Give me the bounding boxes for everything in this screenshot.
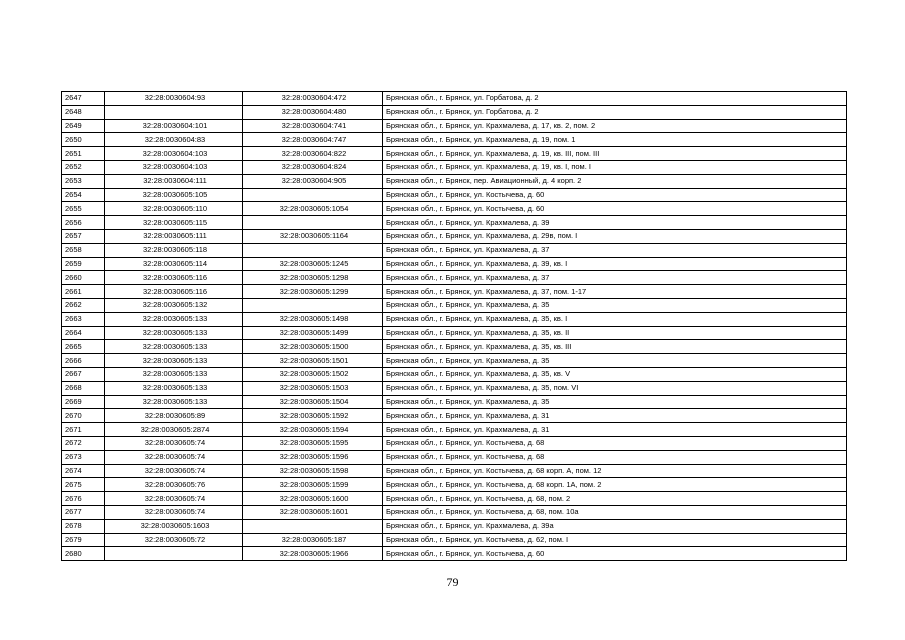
table-row (62, 298, 847, 312)
row-number-cell: 2662 (62, 298, 105, 312)
object-number-cell: 32:28:0030604:822 (243, 147, 383, 161)
address-cell: Брянская обл., г. Брянск, ул. Крахмалева, д. 35, пом. VI (383, 381, 847, 395)
object-number-cell: 32:28:0030605:1504 (243, 395, 383, 409)
table-row (62, 354, 847, 368)
table-row (62, 188, 847, 202)
object-number-cell: 32:28:0030605:1596 (243, 450, 383, 464)
cadastral-number-cell: 32:28:0030605:2874 (105, 423, 243, 437)
object-number-cell: 32:28:0030604:824 (243, 160, 383, 174)
cadastral-number-cell: 32:28:0030605:115 (105, 216, 243, 230)
row-number-cell: 2667 (62, 367, 105, 381)
table-row (62, 257, 847, 271)
row-number-cell: 2664 (62, 326, 105, 340)
object-number-cell: 32:28:0030604:747 (243, 133, 383, 147)
table-row (62, 271, 847, 285)
object-number-cell: 32:28:0030605:1498 (243, 312, 383, 326)
row-number-cell: 2660 (62, 271, 105, 285)
object-number-cell (243, 188, 383, 202)
cadastral-number-cell: 32:28:0030605:133 (105, 326, 243, 340)
row-number-cell: 2652 (62, 160, 105, 174)
address-cell: Брянская обл., г. Брянск, ул. Крахмалева, д. 31 (383, 423, 847, 437)
row-number-cell: 2669 (62, 395, 105, 409)
address-cell: Брянская обл., г. Брянск, ул. Крахмалева, д. 19, кв. III, пом. III (383, 147, 847, 161)
cadastral-number-cell: 32:28:0030605:76 (105, 478, 243, 492)
table-row (62, 105, 847, 119)
address-cell: Брянская обл., г. Брянск, ул. Крахмалева, д. 37 (383, 243, 847, 257)
cadastral-number-cell: 32:28:0030605:118 (105, 243, 243, 257)
object-number-cell: 32:28:0030604:741 (243, 119, 383, 133)
object-number-cell: 32:28:0030605:1164 (243, 229, 383, 243)
row-number-cell: 2649 (62, 119, 105, 133)
cadastral-number-cell: 32:28:0030605:133 (105, 340, 243, 354)
row-number-cell: 2653 (62, 174, 105, 188)
row-number-cell: 2654 (62, 188, 105, 202)
table-row (62, 478, 847, 492)
table-row (62, 174, 847, 188)
registry-table-body (62, 92, 847, 561)
table-row (62, 160, 847, 174)
cadastral-number-cell: 32:28:0030604:93 (105, 92, 243, 106)
cadastral-number-cell: 32:28:0030605:133 (105, 367, 243, 381)
row-number-cell: 2656 (62, 216, 105, 230)
address-cell: Брянская обл., г. Брянск, ул. Крахмалева, д. 31 (383, 409, 847, 423)
table-row (62, 409, 847, 423)
object-number-cell (243, 243, 383, 257)
address-cell: Брянская обл., г. Брянск, ул. Горбатова, д. 2 (383, 105, 847, 119)
object-number-cell: 32:28:0030604:905 (243, 174, 383, 188)
table-row (62, 464, 847, 478)
cadastral-number-cell (105, 105, 243, 119)
cadastral-number-cell: 32:28:0030604:111 (105, 174, 243, 188)
address-cell: Брянская обл., г. Брянск, ул. Костычева, д. 60 (383, 202, 847, 216)
cadastral-number-cell: 32:28:0030605:1603 (105, 519, 243, 533)
object-number-cell (243, 519, 383, 533)
row-number-cell: 2670 (62, 409, 105, 423)
object-number-cell: 32:28:0030605:1298 (243, 271, 383, 285)
row-number-cell: 2679 (62, 533, 105, 547)
table-row (62, 147, 847, 161)
row-number-cell: 2648 (62, 105, 105, 119)
address-cell: Брянская обл., г. Брянск, ул. Крахмалева, д. 35, кв. III (383, 340, 847, 354)
object-number-cell: 32:28:0030605:1595 (243, 436, 383, 450)
row-number-cell: 2668 (62, 381, 105, 395)
object-number-cell: 32:28:0030605:1501 (243, 354, 383, 368)
table-row (62, 92, 847, 106)
row-number-cell: 2666 (62, 354, 105, 368)
cadastral-number-cell (105, 547, 243, 561)
row-number-cell: 2661 (62, 285, 105, 299)
cadastral-number-cell: 32:28:0030605:74 (105, 505, 243, 519)
object-number-cell: 32:28:0030605:1966 (243, 547, 383, 561)
address-cell: Брянская обл., г. Брянск, пер. Авиационный, д. 4 корп. 2 (383, 174, 847, 188)
object-number-cell: 32:28:0030605:1592 (243, 409, 383, 423)
object-number-cell: 32:28:0030605:1502 (243, 367, 383, 381)
object-number-cell: 32:28:0030605:1598 (243, 464, 383, 478)
row-number-cell: 2659 (62, 257, 105, 271)
table-row (62, 450, 847, 464)
cadastral-number-cell: 32:28:0030605:133 (105, 312, 243, 326)
object-number-cell: 32:28:0030605:1503 (243, 381, 383, 395)
row-number-cell: 2663 (62, 312, 105, 326)
table-row (62, 119, 847, 133)
object-number-cell (243, 298, 383, 312)
cadastral-number-cell: 32:28:0030604:103 (105, 160, 243, 174)
address-cell: Брянская обл., г. Брянск, ул. Крахмалева, д. 35, кв. V (383, 367, 847, 381)
address-cell: Брянская обл., г. Брянск, ул. Костычева, д. 68 (383, 450, 847, 464)
row-number-cell: 2658 (62, 243, 105, 257)
address-cell: Брянская обл., г. Брянск, ул. Костычева, д. 62, пом. I (383, 533, 847, 547)
object-number-cell: 32:28:0030604:480 (243, 105, 383, 119)
address-cell: Брянская обл., г. Брянск, ул. Крахмалева, д. 39, кв. I (383, 257, 847, 271)
row-number-cell: 2680 (62, 547, 105, 561)
cadastral-number-cell: 32:28:0030605:74 (105, 464, 243, 478)
object-number-cell (243, 216, 383, 230)
address-cell: Брянская обл., г. Брянск, ул. Костычева, д. 68 корп. А, пом. 12 (383, 464, 847, 478)
object-number-cell: 32:28:0030605:1600 (243, 492, 383, 506)
cadastral-number-cell: 32:28:0030605:72 (105, 533, 243, 547)
cadastral-number-cell: 32:28:0030605:132 (105, 298, 243, 312)
address-cell: Брянская обл., г. Брянск, ул. Крахмалева, д. 35, кв. II (383, 326, 847, 340)
page-number: 79 (446, 575, 459, 589)
row-number-cell: 2671 (62, 423, 105, 437)
object-number-cell: 32:28:0030604:472 (243, 92, 383, 106)
table-row (62, 285, 847, 299)
object-number-cell: 32:28:0030605:1594 (243, 423, 383, 437)
table-row (62, 395, 847, 409)
row-number-cell: 2655 (62, 202, 105, 216)
table-row (62, 519, 847, 533)
address-cell: Брянская обл., г. Брянск, ул. Костычева, д. 60 (383, 188, 847, 202)
row-number-cell: 2672 (62, 436, 105, 450)
cadastral-number-cell: 32:28:0030605:110 (105, 202, 243, 216)
cadastral-number-cell: 32:28:0030605:133 (105, 381, 243, 395)
cadastral-number-cell: 32:28:0030605:133 (105, 395, 243, 409)
table-row (62, 229, 847, 243)
object-number-cell: 32:28:0030605:1245 (243, 257, 383, 271)
row-number-cell: 2650 (62, 133, 105, 147)
address-cell: Брянская обл., г. Брянск, ул. Крахмалева, д. 17, кв. 2, пом. 2 (383, 119, 847, 133)
cadastral-number-cell: 32:28:0030605:74 (105, 436, 243, 450)
table-row (62, 367, 847, 381)
cadastral-number-cell: 32:28:0030604:83 (105, 133, 243, 147)
address-cell: Брянская обл., г. Брянск, ул. Горбатова, д. 2 (383, 92, 847, 106)
row-number-cell: 2674 (62, 464, 105, 478)
cadastral-number-cell: 32:28:0030605:133 (105, 354, 243, 368)
cadastral-number-cell: 32:28:0030604:101 (105, 119, 243, 133)
cadastral-number-cell: 32:28:0030604:103 (105, 147, 243, 161)
cadastral-number-cell: 32:28:0030605:105 (105, 188, 243, 202)
address-cell: Брянская обл., г. Брянск, ул. Крахмалева, д. 19, кв. I, пом. I (383, 160, 847, 174)
registry-table (61, 91, 847, 561)
table-row (62, 423, 847, 437)
address-cell: Брянская обл., г. Брянск, ул. Крахмалева, д. 29в, пом. I (383, 229, 847, 243)
cadastral-number-cell: 32:28:0030605:74 (105, 450, 243, 464)
table-row (62, 216, 847, 230)
address-cell: Брянская обл., г. Брянск, ул. Крахмалева, д. 35 (383, 354, 847, 368)
row-number-cell: 2678 (62, 519, 105, 533)
table-row (62, 547, 847, 561)
address-cell: Брянская обл., г. Брянск, ул. Крахмалева, д. 35 (383, 395, 847, 409)
address-cell: Брянская обл., г. Брянск, ул. Крахмалева, д. 19, пом. 1 (383, 133, 847, 147)
row-number-cell: 2665 (62, 340, 105, 354)
address-cell: Брянская обл., г. Брянск, ул. Крахмалева, д. 35 (383, 298, 847, 312)
object-number-cell: 32:28:0030605:1601 (243, 505, 383, 519)
address-cell: Брянская обл., г. Брянск, ул. Костычева, д. 60 (383, 547, 847, 561)
address-cell: Брянская обл., г. Брянск, ул. Костычева, д. 68 корп. 1А, пом. 2 (383, 478, 847, 492)
table-row (62, 381, 847, 395)
table-row (62, 326, 847, 340)
table-row (62, 533, 847, 547)
row-number-cell: 2647 (62, 92, 105, 106)
table-row (62, 243, 847, 257)
table-row (62, 340, 847, 354)
address-cell: Брянская обл., г. Брянск, ул. Крахмалева, д. 39 (383, 216, 847, 230)
cadastral-number-cell: 32:28:0030605:116 (105, 271, 243, 285)
object-number-cell: 32:28:0030605:1499 (243, 326, 383, 340)
object-number-cell: 32:28:0030605:1500 (243, 340, 383, 354)
cadastral-number-cell: 32:28:0030605:74 (105, 492, 243, 506)
row-number-cell: 2675 (62, 478, 105, 492)
object-number-cell: 32:28:0030605:1599 (243, 478, 383, 492)
table-row (62, 492, 847, 506)
object-number-cell: 32:28:0030605:1054 (243, 202, 383, 216)
row-number-cell: 2677 (62, 505, 105, 519)
cadastral-number-cell: 32:28:0030605:114 (105, 257, 243, 271)
table-row (62, 312, 847, 326)
table-row (62, 505, 847, 519)
table-row (62, 436, 847, 450)
object-number-cell: 32:28:0030605:1299 (243, 285, 383, 299)
address-cell: Брянская обл., г. Брянск, ул. Крахмалева, д. 37 (383, 271, 847, 285)
object-number-cell: 32:28:0030605:187 (243, 533, 383, 547)
address-cell: Брянская обл., г. Брянск, ул. Костычева, д. 68, пом. 10а (383, 505, 847, 519)
address-cell: Брянская обл., г. Брянск, ул. Крахмалева, д. 39а (383, 519, 847, 533)
row-number-cell: 2651 (62, 147, 105, 161)
table-row (62, 202, 847, 216)
row-number-cell: 2676 (62, 492, 105, 506)
row-number-cell: 2673 (62, 450, 105, 464)
cadastral-number-cell: 32:28:0030605:89 (105, 409, 243, 423)
address-cell: Брянская обл., г. Брянск, ул. Крахмалева, д. 35, кв. I (383, 312, 847, 326)
cadastral-number-cell: 32:28:0030605:116 (105, 285, 243, 299)
address-cell: Брянская обл., г. Брянск, ул. Костычева, д. 68 (383, 436, 847, 450)
table-row (62, 133, 847, 147)
address-cell: Брянская обл., г. Брянск, ул. Костычева, д. 68, пом. 2 (383, 492, 847, 506)
cadastral-number-cell: 32:28:0030605:111 (105, 229, 243, 243)
address-cell: Брянская обл., г. Брянск, ул. Крахмалева, д. 37, пом. 1-17 (383, 285, 847, 299)
row-number-cell: 2657 (62, 229, 105, 243)
